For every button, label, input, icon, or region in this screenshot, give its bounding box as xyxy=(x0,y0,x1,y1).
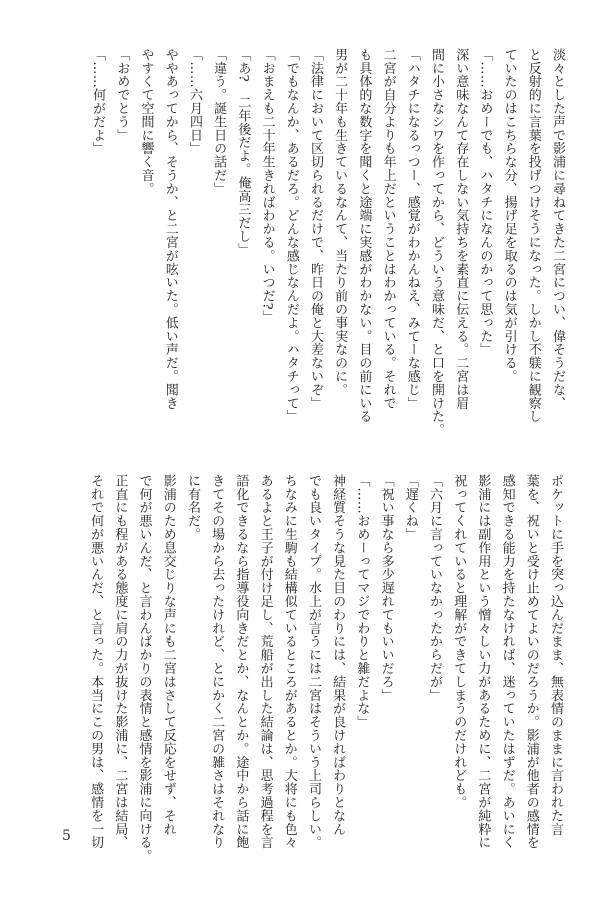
text-line: 男が二十年も生きているなんて、当たり前の事実なのに。 xyxy=(332,48,348,397)
text-line: に有名だ。 xyxy=(184,474,200,541)
text-line: 正直にも程がある態度に肩の力が抜けた影浦に、二宮は結局、 xyxy=(112,474,128,850)
text-line: 「法律において区切られるだけで、昨日の俺と大差ないぞ」 xyxy=(307,48,323,410)
text-line: 神経質そうな見た目のわりには、結果が良ければわりとなん xyxy=(330,474,346,836)
text-line: ややあってから、そうか、と二宮が呟いた。低い声だ。聞き xyxy=(162,48,178,410)
text-line: 「六月に言っていなかったからだが」 xyxy=(426,474,442,702)
text-line: 「遅くね」 xyxy=(402,474,418,541)
text-line: 深い意味なんて存在しない気持ちを素直に伝える。二宮は眉 xyxy=(453,48,469,410)
text-line: ポケットに手を突っ込んだまま、無表情のままに言われた言 xyxy=(548,474,563,836)
upper-text-block xyxy=(85,48,569,448)
text-line: 「おまえも二十年生きればわかる。いつだ?」 xyxy=(259,48,275,324)
text-line: ていたのはこちらな分、揚げ足を取るのは気が引ける。 xyxy=(501,48,517,383)
text-line: 「おめでとう」 xyxy=(114,48,130,142)
page-number: 5 xyxy=(62,828,71,844)
text-line: ちなみに生駒も結構似ているところがあるとか。大将にも色々 xyxy=(281,474,297,850)
text-line: と反射的に言葉を投げつけそうになった。しかし不躾に観察し xyxy=(525,48,541,424)
text-line: きてその場から去ったけれど、とにかく二宮の雑さはそれなり xyxy=(209,474,225,850)
text-line: 「ハタチになるっつー、感覚がわかんねえ、みてーな感じ」 xyxy=(404,48,420,410)
text-line: 語化できるなら指導役向きだとか、なんとか。途中から話に飽 xyxy=(233,474,249,850)
text-line: あるよと王子が付け足し、荒船が出した結論は、思考過程を言 xyxy=(257,474,273,850)
text-line: やすくて空間に響く音。 xyxy=(138,48,154,196)
text-line: 二宮が自分よりも年上だということはわかっている。それで xyxy=(380,48,396,410)
text-line: 「違う。誕生日の話だ」 xyxy=(211,48,227,196)
text-line: 葉を、祝いと受け止めてよいのだろうか。影浦が他者の感情を xyxy=(523,474,539,850)
text-line: それで何が悪いんだ、と言った。本当にこの男は、感情を一切 xyxy=(88,474,104,850)
text-line: でも良いタイプ。水上が言うには二宮はそういう上司らしい。 xyxy=(305,474,321,850)
text-line: 淡々とした声で影浦に尋ねてきた二宮につい、偉そうだな、 xyxy=(550,48,565,410)
text-line: 「……おめーってマジでわりと雑だよな」 xyxy=(354,474,370,729)
text-line: 間に小さなシワを作ってから、どういう意味だ、と口を開けた。 xyxy=(428,48,444,437)
text-line: 「……おめーでも、ハタチになんのかって思った」 xyxy=(477,48,493,357)
text-line: 祝ってくれていると理解ができてしまうのだけれども。 xyxy=(451,474,467,809)
text-line: 「……六月四日」 xyxy=(186,48,202,156)
text-line: 影浦のため息交じりな声にも二宮はさして反応をせず、それ xyxy=(160,474,176,836)
text-line: 「……何がだよ」 xyxy=(90,48,106,156)
text-line: 「祝い事なら多少遅れてもいいだろ」 xyxy=(378,474,394,702)
lower-text-block xyxy=(83,474,567,863)
text-line: も具体的な数字を聞くと途端に実感がわかない。目の前にいる xyxy=(356,48,372,424)
text-line: 「あ? 二年後だよ。俺高三だし」 xyxy=(235,48,251,257)
text-line: 感知できる能力を持たなければ、迷っていたはずだ。あいにく xyxy=(499,474,515,850)
text-line: 影浦には副作用という憎々しい力があるために、二宮が純粋に xyxy=(475,474,491,850)
text-line: 「でもなんか、あるだろ。どんな感じなんだよ。ハタチって」 xyxy=(283,48,299,424)
text-line: で何が悪いんだ、と言わんばかりの表情と感情を影浦に向ける。 xyxy=(136,474,152,863)
